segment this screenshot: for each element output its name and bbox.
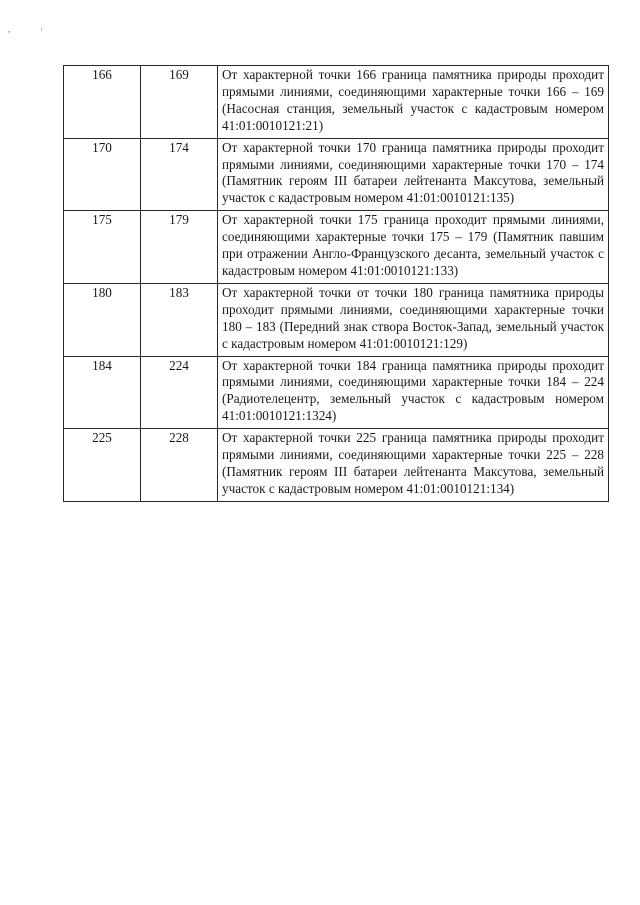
end-point-cell: 228: [141, 429, 218, 502]
table-row: [64, 429, 609, 502]
start-point-cell: 180: [64, 283, 141, 356]
scan-mark: ·: [40, 24, 43, 34]
boundary-description-cell: От характерной точки 166 граница памятника природы проходит прямыми линиями, соединяющими характерные точки 166 – 169 (Насосная станция, земельный участок с кадастровым номером 41:01:0010121:21): [218, 66, 609, 139]
start-point-cell: 184: [64, 356, 141, 429]
boundary-points-table: [63, 65, 609, 502]
end-point-cell: 179: [141, 211, 218, 284]
table-row: [64, 211, 609, 284]
table-row: [64, 356, 609, 429]
boundary-description-cell: От характерной точки 170 граница памятника природы проходит прямыми линиями, соединяющими характерные точки 170 – 174 (Памятник героям III батареи лейтенанта Максутова, земельный участок с кадастровым номером 41:01:0010121:135): [218, 138, 609, 211]
end-point-cell: 174: [141, 138, 218, 211]
start-point-cell: 170: [64, 138, 141, 211]
start-point-cell: 175: [64, 211, 141, 284]
start-point-cell: 225: [64, 429, 141, 502]
end-point-cell: 183: [141, 283, 218, 356]
boundary-description-cell: От характерной точки 175 граница проходит прямыми линиями, соединяющими характерные точки 175 – 179 (Памятник павшим при отражении Англо-Французского десанта, земельный участок с кадастровым номером 41:01:0010121:133): [218, 211, 609, 284]
table-row: [64, 138, 609, 211]
table-row: [64, 66, 609, 139]
start-point-cell: 166: [64, 66, 141, 139]
table-row: [64, 283, 609, 356]
boundary-description-cell: От характерной точки 225 граница памятника природы проходит прямыми линиями, соединяющими характерные точки 225 – 228 (Памятник героям III батареи лейтенанта Максутова, земельный участок с кадастровым номером 41:01:0010121:134): [218, 429, 609, 502]
end-point-cell: 224: [141, 356, 218, 429]
boundary-description-cell: От характерной точки 184 граница памятника природы проходит прямыми линиями, соединяющими характерные точки 184 – 224 (Радиотелецентр, земельный участок с кадастровым номером 41:01:0010121:1324): [218, 356, 609, 429]
scan-mark: ,: [8, 24, 11, 34]
boundary-description-cell: От характерной точки от точки 180 граница памятника природы проходит прямыми линиями, соединяющими характерные точки 180 – 183 (Передний знак створа Восток-Запад, земельный участок с кадастровым номером 41:01:0010121:129): [218, 283, 609, 356]
end-point-cell: 169: [141, 66, 218, 139]
